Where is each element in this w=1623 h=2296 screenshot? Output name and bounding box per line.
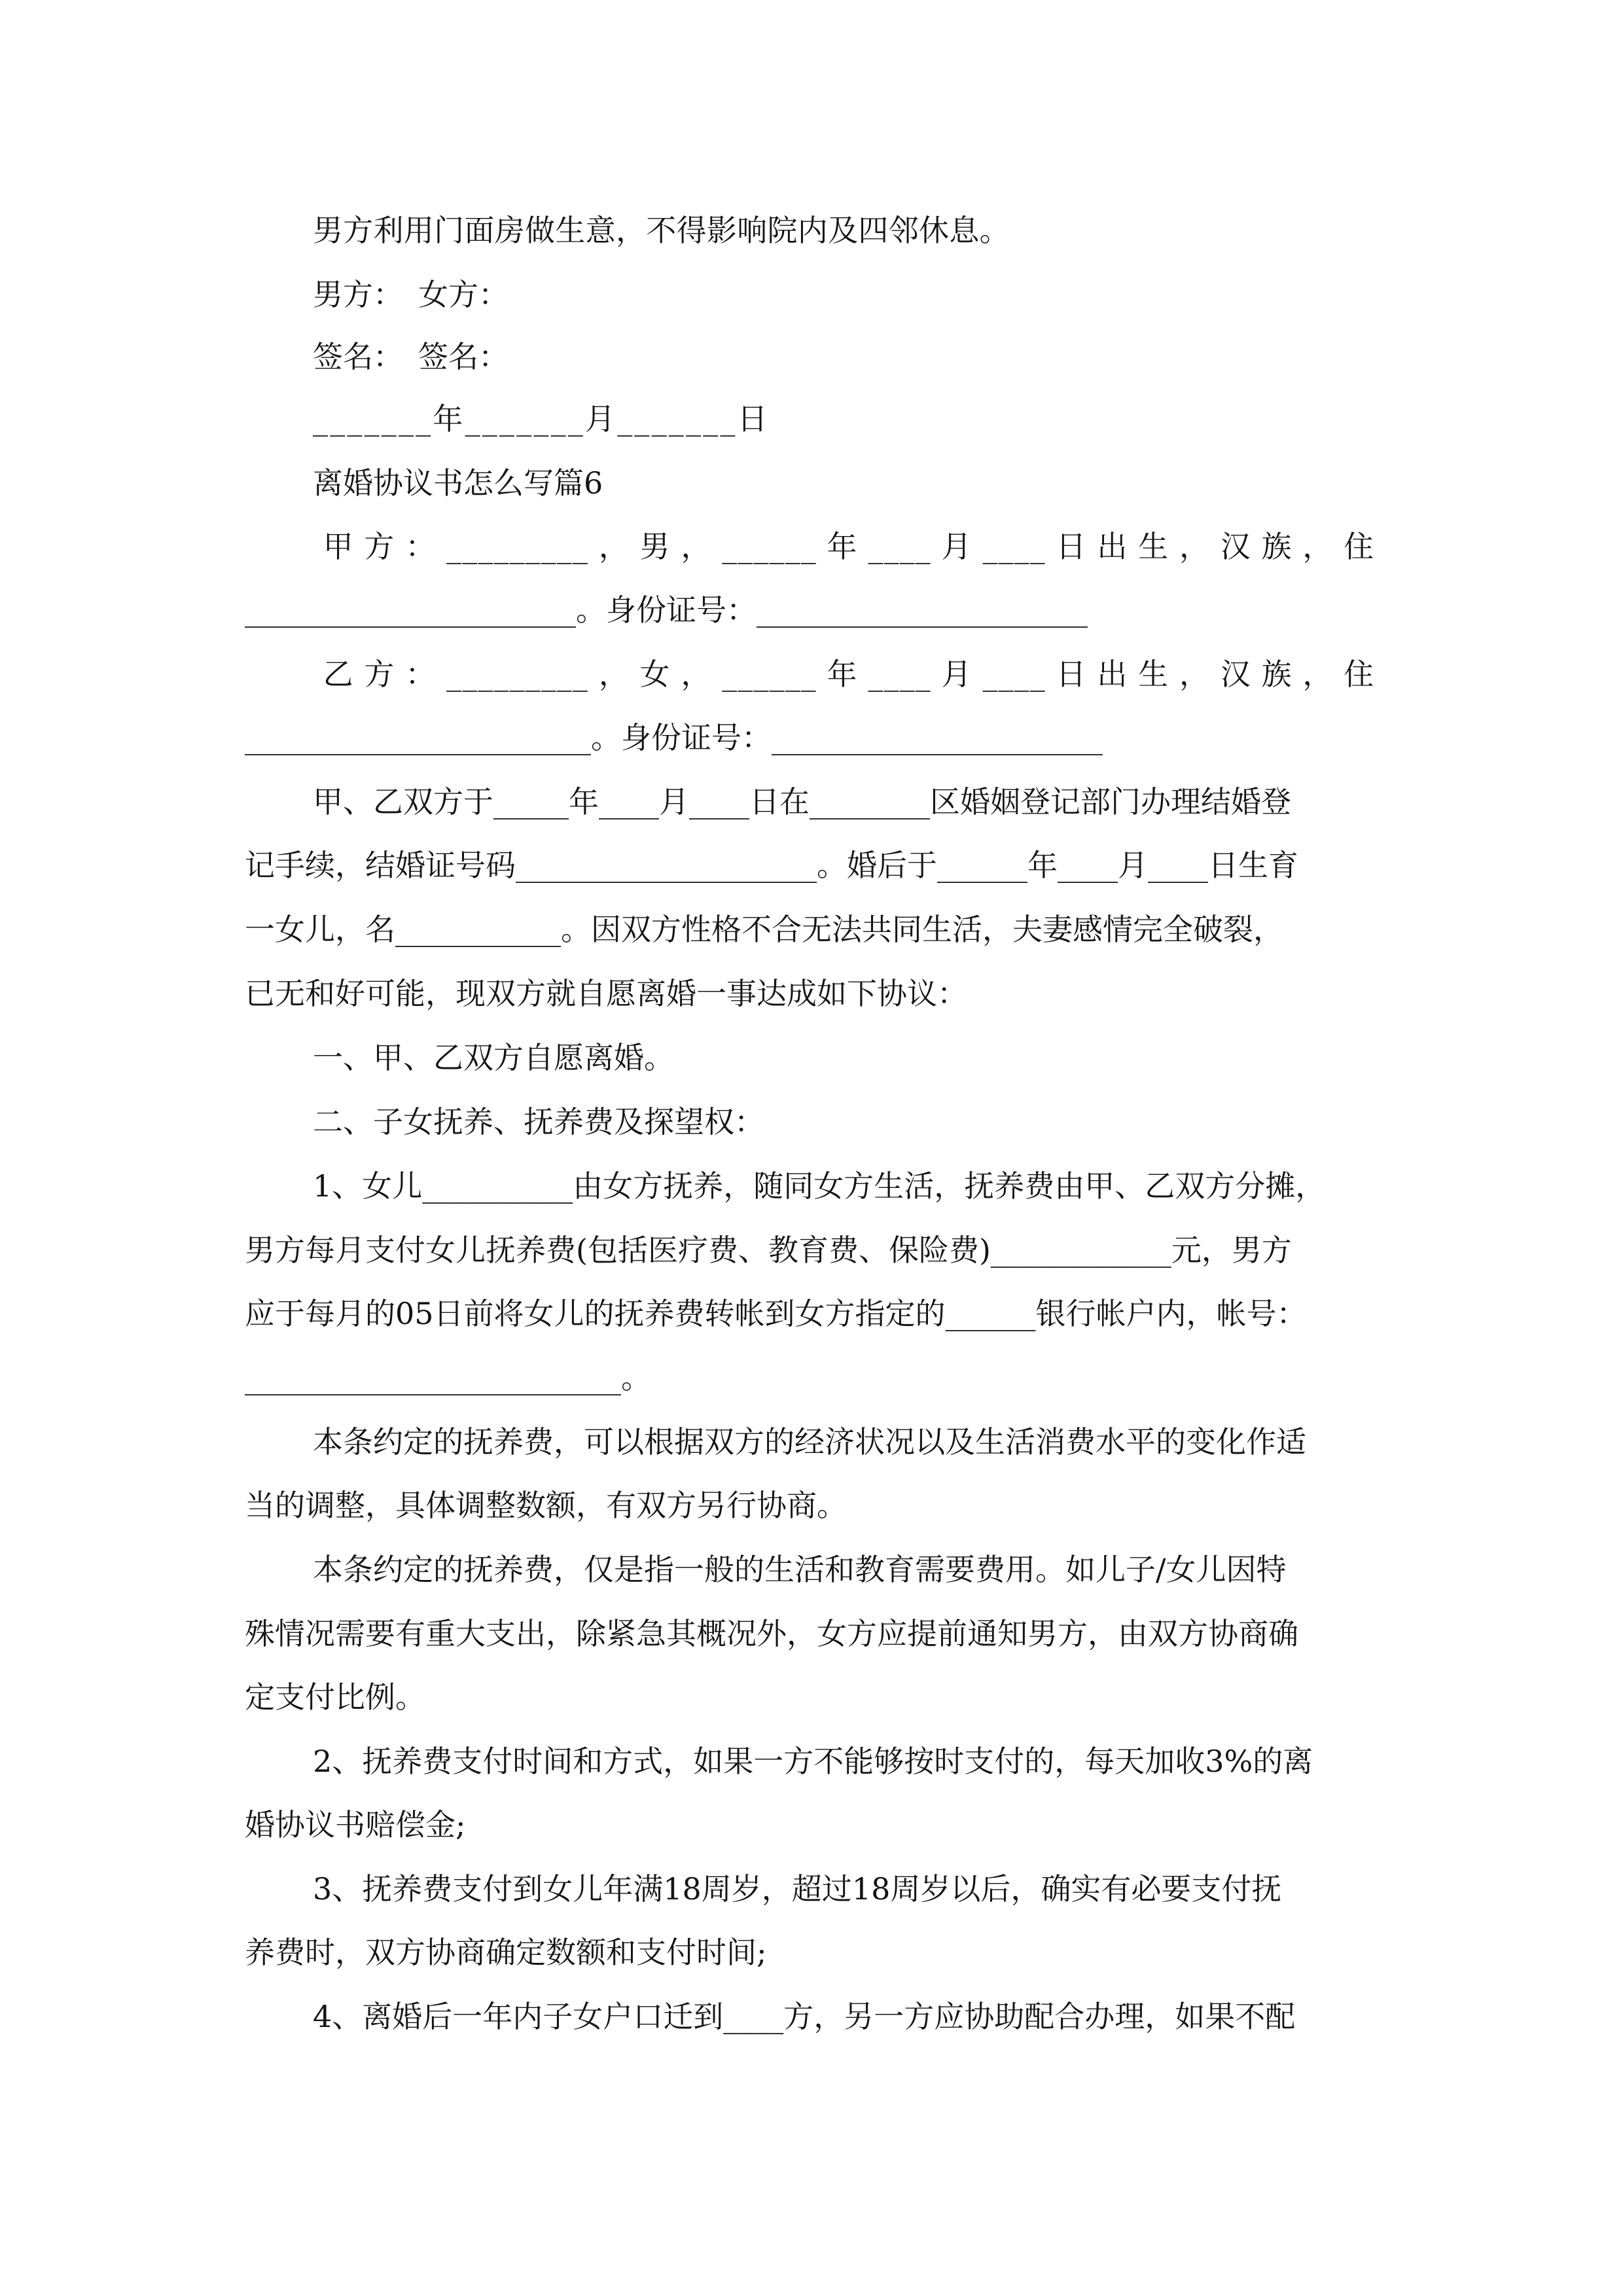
text-line: 定支付比例。 — [245, 1679, 425, 1715]
text-line: 男方： 女方： — [313, 277, 508, 312]
section-heading: 离婚协议书怎么写篇6 — [313, 465, 603, 501]
text-line: 男方每月支付女儿抚养费(包括医疗费、教育费、保险费)____________元，男方 — [245, 1232, 1292, 1268]
text-line: 应于每月的05日前将女儿的抚养费转帐到女方指定的______银行帐户内，帐号： — [245, 1296, 1307, 1331]
text-line: 记手续，结婚证号码____________________。婚后于______年____月____日生育 — [245, 848, 1298, 883]
text-line: 养费时，双方协商确定数额和支付时间; — [245, 1935, 767, 1970]
text-line: 已无和好可能，现双方就自愿离婚一事达成如下协议： — [245, 976, 967, 1011]
text-line: _______________________。身份证号：______________________ — [245, 720, 1103, 755]
text-line: 甲、乙双方于_____年____月____日在________区婚姻登记部门办理结婚登 — [313, 784, 1291, 819]
text-line: 婚协议书赔偿金; — [245, 1807, 466, 1842]
text-line: 男方利用门面房做生意，不得影响院内及四邻休息。 — [313, 213, 1010, 248]
text-line: 乙 方 ： _________ ， 女 ， ______ 年 ____ 月 ____ 日 出 生 ， 汉 族 ， 住 — [313, 656, 1375, 692]
text-line: 签名： 签名： — [313, 339, 508, 374]
text-line: 当的调整，具体调整数额，有双方另行协商。 — [245, 1488, 847, 1523]
text-line: 甲 方 ： _________ ， 男 ， ______ 年 ____ 月 ____ 日 出 生 ， 汉 族 ， 住 — [313, 529, 1375, 564]
text-line: 一女儿，名___________。因双方性格不合无法共同生活，夫妻感情完全破裂， — [245, 912, 1283, 947]
text-line: 4、离婚后一年内子女户口迁到____方，另一方应协助配合办理，如果不配 — [313, 1999, 1296, 2034]
text-line: 一、甲、乙双方自愿离婚。 — [313, 1040, 674, 1075]
text-line: 本条约定的抚养费，可以根据双方的经济状况以及生活消费水平的变化作适 — [313, 1424, 1306, 1460]
text-line: 3、抚养费支付到女儿年满18周岁，超过18周岁以后，确实有必要支付抚 — [313, 1871, 1282, 1907]
text-line: ______________________。身份证号：______________________ — [245, 592, 1088, 628]
date-line: _______年_______月_______日 — [313, 401, 770, 437]
text-line: 本条约定的抚养费，仅是指一般的生活和教育需要费用。如儿子/女儿因特 — [313, 1552, 1287, 1587]
text-line: 殊情况需要有重大支出，除紧急其概况外，女方应提前通知男方，由双方协商确 — [245, 1616, 1298, 1651]
text-line: 2、抚养费支付时间和方式，如果一方不能够按时支付的，每天加收3%的离 — [313, 1744, 1313, 1779]
text-line: _________________________。 — [245, 1360, 651, 1395]
text-line: 二、子女抚养、抚养费及探望权： — [313, 1104, 764, 1139]
text-line: 1、女儿__________由女方抚养，随同女方生活，抚养费由甲、乙双方分摊， — [313, 1168, 1326, 1204]
